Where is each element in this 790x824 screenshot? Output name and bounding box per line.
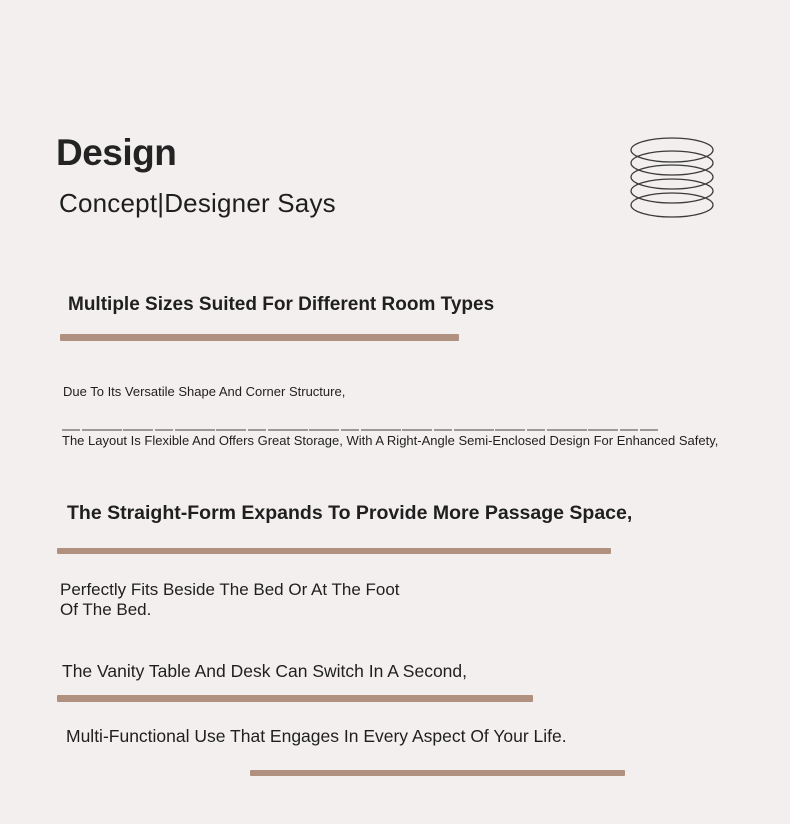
shape-structure-text: Due To Its Versatile Shape And Corner Structure, [63, 384, 346, 399]
accent-underline [57, 695, 533, 702]
divider-line [62, 428, 658, 432]
page-subtitle: Concept|Designer Says [59, 188, 336, 218]
multi-functional-text: Multi-Functional Use That Engages In Every Aspect Of Your Life. [66, 726, 567, 746]
page-title: Design [56, 132, 177, 173]
sizes-heading: Multiple Sizes Suited For Different Room Types [68, 294, 495, 315]
stacked-rings-icon [626, 133, 718, 223]
accent-underline [57, 548, 611, 554]
layout-description-text: The Layout Is Flexible And Offers Great Storage, With A Right-Angle Semi-Enclosed Design For Enhanced Safety, [62, 433, 719, 448]
accent-underline [60, 334, 459, 341]
straight-form-heading: The Straight-Form Expands To Provide More Passage Space, [67, 502, 633, 524]
vanity-desk-text: The Vanity Table And Desk Can Switch In A Second, [62, 661, 468, 681]
accent-underline [250, 770, 625, 776]
placement-text: Perfectly Fits Beside The Bed Or At The Foot Of The Bed. [60, 580, 400, 619]
